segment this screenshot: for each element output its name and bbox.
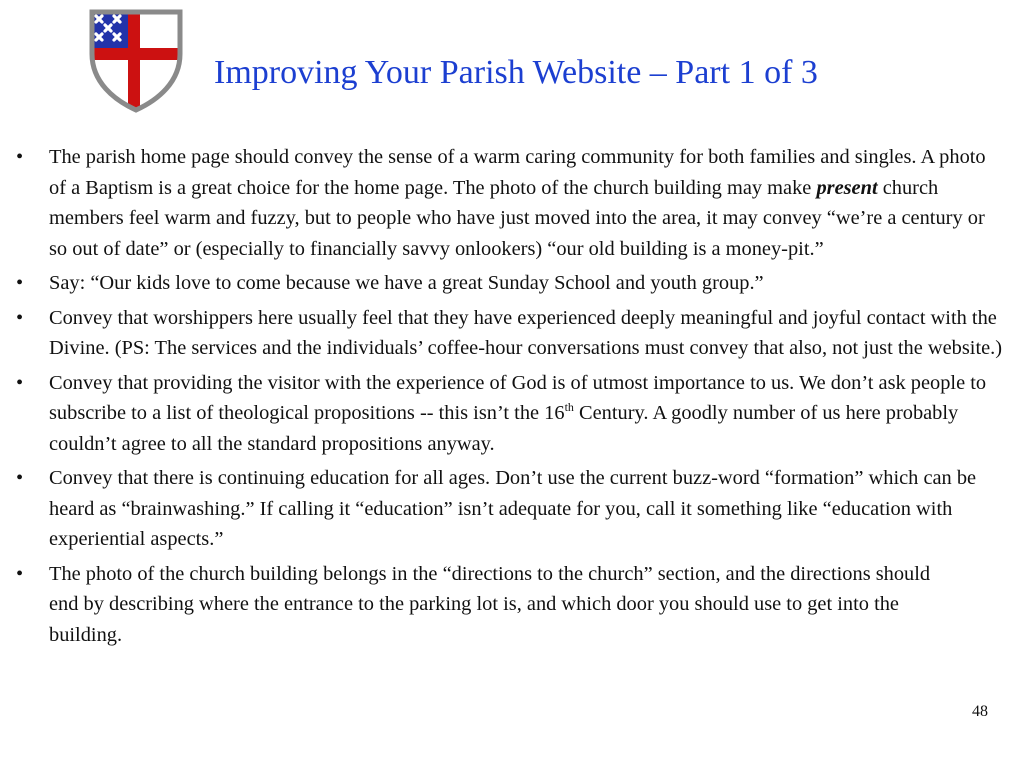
bullet-item-5	[16, 463, 1006, 555]
bullet-text: Say: “Our kids love to come because we have a great Sunday School and youth group.”	[49, 272, 764, 294]
bullet-text: Convey that providing the visitor with the experience of God is of utmost importance to us. We don’t ask people to subscribe to a list of theological propositions -- this isn’t the 16	[49, 371, 987, 424]
bullet-text: Convey that there is continuing education for all ages. Don’t use the current buzz-word “formation” which can be heard as “brainwashing.” If calling it “education” isn’t adequate for you, call it something like “education with experiential aspects.”	[49, 467, 977, 550]
slide-title: Improving Your Parish Website – Part 1 of 3	[214, 54, 818, 91]
bullet-marker: •	[16, 467, 24, 489]
episcopal-shield-icon	[88, 8, 184, 114]
bullet-text: Convey that worshippers here usually feel that they have experienced deeply meaningful and joyful contact with the Divine. (PS: The services and the individuals’ coffee-hour conversations must convey that also, not just the website.)	[49, 306, 1003, 359]
bullet-item-2	[16, 268, 1006, 299]
bullet-marker: •	[16, 146, 24, 168]
bullet-marker: •	[16, 562, 24, 585]
bullet-text: The parish home page should convey the sense of a warm caring community for both families and singles. A photo of a Baptism is a great choice for the home page. The photo of the church building may make	[49, 146, 986, 199]
bullet-emphasis: present	[816, 176, 878, 199]
bullet-marker: •	[16, 272, 24, 294]
bullet-text: The photo of the church building belongs in the “directions to the church” section, and the directions should end by describing where the entrance to the parking lot is, and which door you should use to get into the building.	[49, 562, 931, 646]
bullet-text: church members feel warm and fuzzy, but to people who have just moved into the area, it may convey “we’re a century or so out of date” or (especially to financially savvy onlookers) “our old building is a money-pit.”	[49, 176, 985, 260]
bullet-list	[16, 142, 1006, 654]
bullet-text: Century. A goodly number of us here probably couldn’t agree to all the standard propositions anyway.	[49, 402, 959, 455]
bullet-item-1	[16, 142, 1006, 264]
bullet-item-4	[16, 368, 1006, 460]
bullet-item-6	[16, 559, 1006, 651]
page-number: 48	[972, 703, 988, 720]
bullet-marker: •	[16, 306, 24, 329]
bullet-marker: •	[16, 371, 24, 394]
bullet-superscript: th	[564, 400, 574, 414]
bullet-item-3	[16, 303, 1006, 364]
